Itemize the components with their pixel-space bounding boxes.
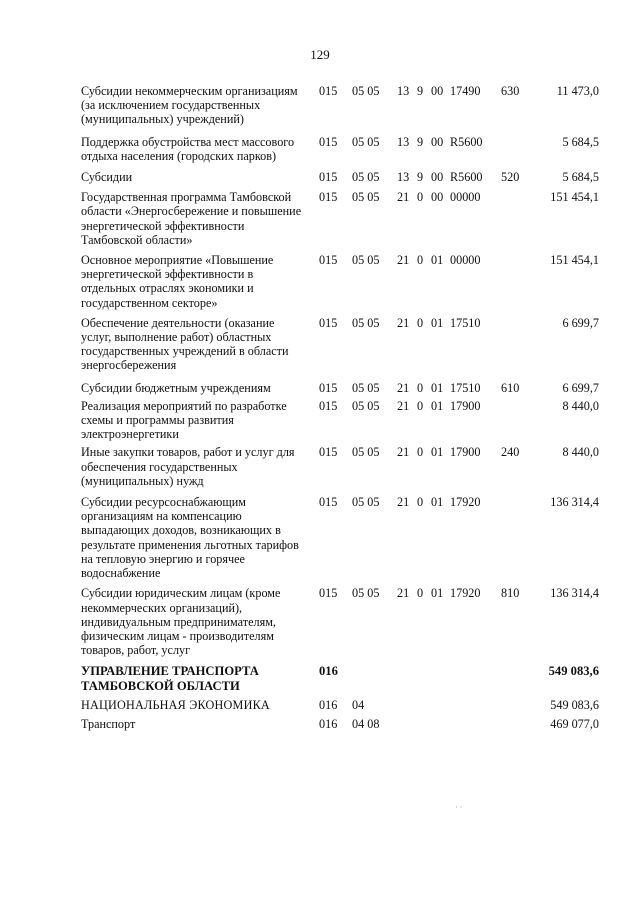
cell-prg: 13 xyxy=(397,170,410,185)
cell-sum: 136 314,4 xyxy=(550,586,599,601)
table-row xyxy=(81,316,601,373)
table-row xyxy=(81,253,601,310)
cell-sub: 9 xyxy=(417,134,424,149)
cell-dir: R5600 xyxy=(450,134,483,149)
row-name: Субсидии бюджетным учреждениям xyxy=(81,380,271,395)
cell-min: 016 xyxy=(319,716,338,731)
cell-min: 015 xyxy=(319,190,338,205)
cell-sec: 05 05 xyxy=(352,380,380,395)
cell-min: 015 xyxy=(319,495,338,510)
cell-grp: 00 xyxy=(431,170,444,185)
cell-prg: 21 xyxy=(397,380,410,395)
row-name: Субсидии некоммерческим организациям (за исключением государственных (муниципальных) учреждений) xyxy=(81,84,298,127)
table-row xyxy=(81,717,601,731)
cell-grp: 01 xyxy=(431,315,444,330)
cell-min: 016 xyxy=(319,664,338,679)
cell-prg: 21 xyxy=(397,315,410,330)
cell-grp: 01 xyxy=(431,398,444,413)
table-row xyxy=(81,586,601,657)
table-row xyxy=(81,170,601,184)
table-row xyxy=(81,698,601,712)
cell-sub: 0 xyxy=(417,445,424,460)
table-row xyxy=(81,84,601,127)
cell-grp: 01 xyxy=(431,380,444,395)
cell-vr: 630 xyxy=(501,84,520,98)
cell-grp: 00 xyxy=(431,134,444,149)
row-name: Субсидии ресурсоснабжающим организациям на компенсацию выпадающих доходов, возникающих в результате применения льготных тарифов на тепловую энергию и горячее водоснабжение xyxy=(81,495,299,581)
cell-dir: 00000 xyxy=(450,190,481,205)
cell-vr: 240 xyxy=(501,445,520,460)
row-name: Субсидии xyxy=(81,170,133,185)
cell-min: 015 xyxy=(319,315,338,330)
cell-prg: 21 xyxy=(397,190,410,205)
cell-sec: 05 05 xyxy=(352,315,380,330)
cell-dir: 17510 xyxy=(450,315,481,330)
cell-sub: 9 xyxy=(417,84,424,98)
cell-sum: 8 440,0 xyxy=(562,398,599,413)
cell-sub: 0 xyxy=(417,315,424,330)
cell-min: 015 xyxy=(319,380,338,395)
cell-sec: 05 05 xyxy=(352,134,380,149)
row-name: Основное мероприятие «Повышение энергетической эффективности в отдельных отраслях экономики и государственном секторе» xyxy=(81,253,274,310)
table-row xyxy=(81,135,601,163)
cell-sum: 151 454,1 xyxy=(550,190,599,205)
cell-sum: 6 699,7 xyxy=(562,315,599,330)
cell-dir: 17920 xyxy=(450,586,481,601)
cell-min: 015 xyxy=(319,170,338,185)
table-row xyxy=(81,495,601,580)
cell-sum: 8 440,0 xyxy=(562,445,599,460)
cell-sub: 0 xyxy=(417,586,424,601)
cell-sum: 549 083,6 xyxy=(548,664,599,679)
cell-grp: 01 xyxy=(431,586,444,601)
cell-min: 016 xyxy=(319,697,338,712)
cell-sec: 05 05 xyxy=(352,398,380,413)
cell-sec: 05 05 xyxy=(352,445,380,460)
cell-sub: 9 xyxy=(417,170,424,185)
table-row xyxy=(81,445,601,488)
row-name: Субсидии юридическим лицам (кроме некоммерческих организаций), индивидуальным предпринимателям, физическим лицам - производителям товаров, работ, услуг xyxy=(81,586,281,658)
cell-vr: 610 xyxy=(501,380,520,395)
row-name: Транспорт xyxy=(81,716,136,731)
page-number: 129 xyxy=(310,47,330,62)
cell-sum: 549 083,6 xyxy=(550,697,599,712)
cell-sum: 5 684,5 xyxy=(562,134,599,149)
cell-grp: 01 xyxy=(431,253,444,268)
cell-sec: 04 xyxy=(352,697,365,712)
row-name: НАЦИОНАЛЬНАЯ ЭКОНОМИКА xyxy=(81,697,270,712)
cell-grp: 01 xyxy=(431,495,444,510)
cell-grp: 00 xyxy=(431,84,444,98)
cell-prg: 21 xyxy=(397,398,410,413)
cell-grp: 01 xyxy=(431,445,444,460)
table-row xyxy=(81,399,601,442)
scan-speck: · · xyxy=(455,803,463,812)
cell-sec: 05 05 xyxy=(352,170,380,185)
cell-prg: 13 xyxy=(397,84,410,98)
cell-sum: 151 454,1 xyxy=(550,253,599,268)
cell-grp: 00 xyxy=(431,190,444,205)
row-name: Поддержка обустройства мест массового отдыха населения (городских парков) xyxy=(81,134,295,163)
cell-dir: 17920 xyxy=(450,495,481,510)
row-name: Обеспечение деятельности (оказание услуг, выполнение работ) областных государственных учреждений в области энергосбережения xyxy=(81,315,289,373)
cell-sum: 6 699,7 xyxy=(562,380,599,395)
table-row xyxy=(81,381,601,395)
cell-sec: 05 05 xyxy=(352,586,380,601)
cell-dir: 17490 xyxy=(450,84,481,98)
cell-dir: 17900 xyxy=(450,445,481,460)
budget-table xyxy=(81,84,601,731)
cell-sec: 05 05 xyxy=(352,190,380,205)
cell-dir: 17900 xyxy=(450,398,481,413)
cell-prg: 21 xyxy=(397,495,410,510)
cell-sub: 0 xyxy=(417,495,424,510)
cell-vr: 810 xyxy=(501,586,520,601)
cell-sec: 05 05 xyxy=(352,253,380,268)
row-name: Государственная программа Тамбовской области «Энергосбережение и повышение энергетической эффективности Тамбовской области» xyxy=(81,190,302,247)
cell-vr: 520 xyxy=(501,170,520,185)
cell-min: 015 xyxy=(319,398,338,413)
row-name: УПРАВЛЕНИЕ ТРАНСПОРТА ТАМБОВСКОЙ ОБЛАСТИ xyxy=(81,664,259,693)
cell-min: 015 xyxy=(319,84,338,98)
cell-sub: 0 xyxy=(417,380,424,395)
cell-sum: 5 684,5 xyxy=(562,170,599,185)
cell-sub: 0 xyxy=(417,190,424,205)
cell-dir: 00000 xyxy=(450,253,481,268)
cell-sum: 469 077,0 xyxy=(550,716,599,731)
cell-prg: 21 xyxy=(397,445,410,460)
cell-prg: 21 xyxy=(397,253,410,268)
cell-prg: 21 xyxy=(397,586,410,601)
cell-sec: 05 05 xyxy=(352,495,380,510)
cell-sum: 136 314,4 xyxy=(550,495,599,510)
row-name: Иные закупки товаров, работ и услуг для обеспечения государственных (муниципальных) нужд xyxy=(81,445,295,488)
cell-min: 015 xyxy=(319,253,338,268)
cell-sum: 11 473,0 xyxy=(556,84,599,98)
cell-min: 015 xyxy=(319,134,338,149)
cell-min: 015 xyxy=(319,586,338,601)
cell-dir: 17510 xyxy=(450,380,481,395)
cell-sec: 05 05 xyxy=(352,84,380,98)
cell-sub: 0 xyxy=(417,398,424,413)
cell-min: 015 xyxy=(319,445,338,460)
cell-sub: 0 xyxy=(417,253,424,268)
cell-dir: R5600 xyxy=(450,170,483,185)
cell-sec: 04 08 xyxy=(352,716,380,731)
cell-prg: 13 xyxy=(397,134,410,149)
row-name: Реализация мероприятий по разработке схемы и программы развития электроэнергетики xyxy=(81,398,287,442)
table-row xyxy=(81,664,601,692)
table-row xyxy=(81,190,601,247)
